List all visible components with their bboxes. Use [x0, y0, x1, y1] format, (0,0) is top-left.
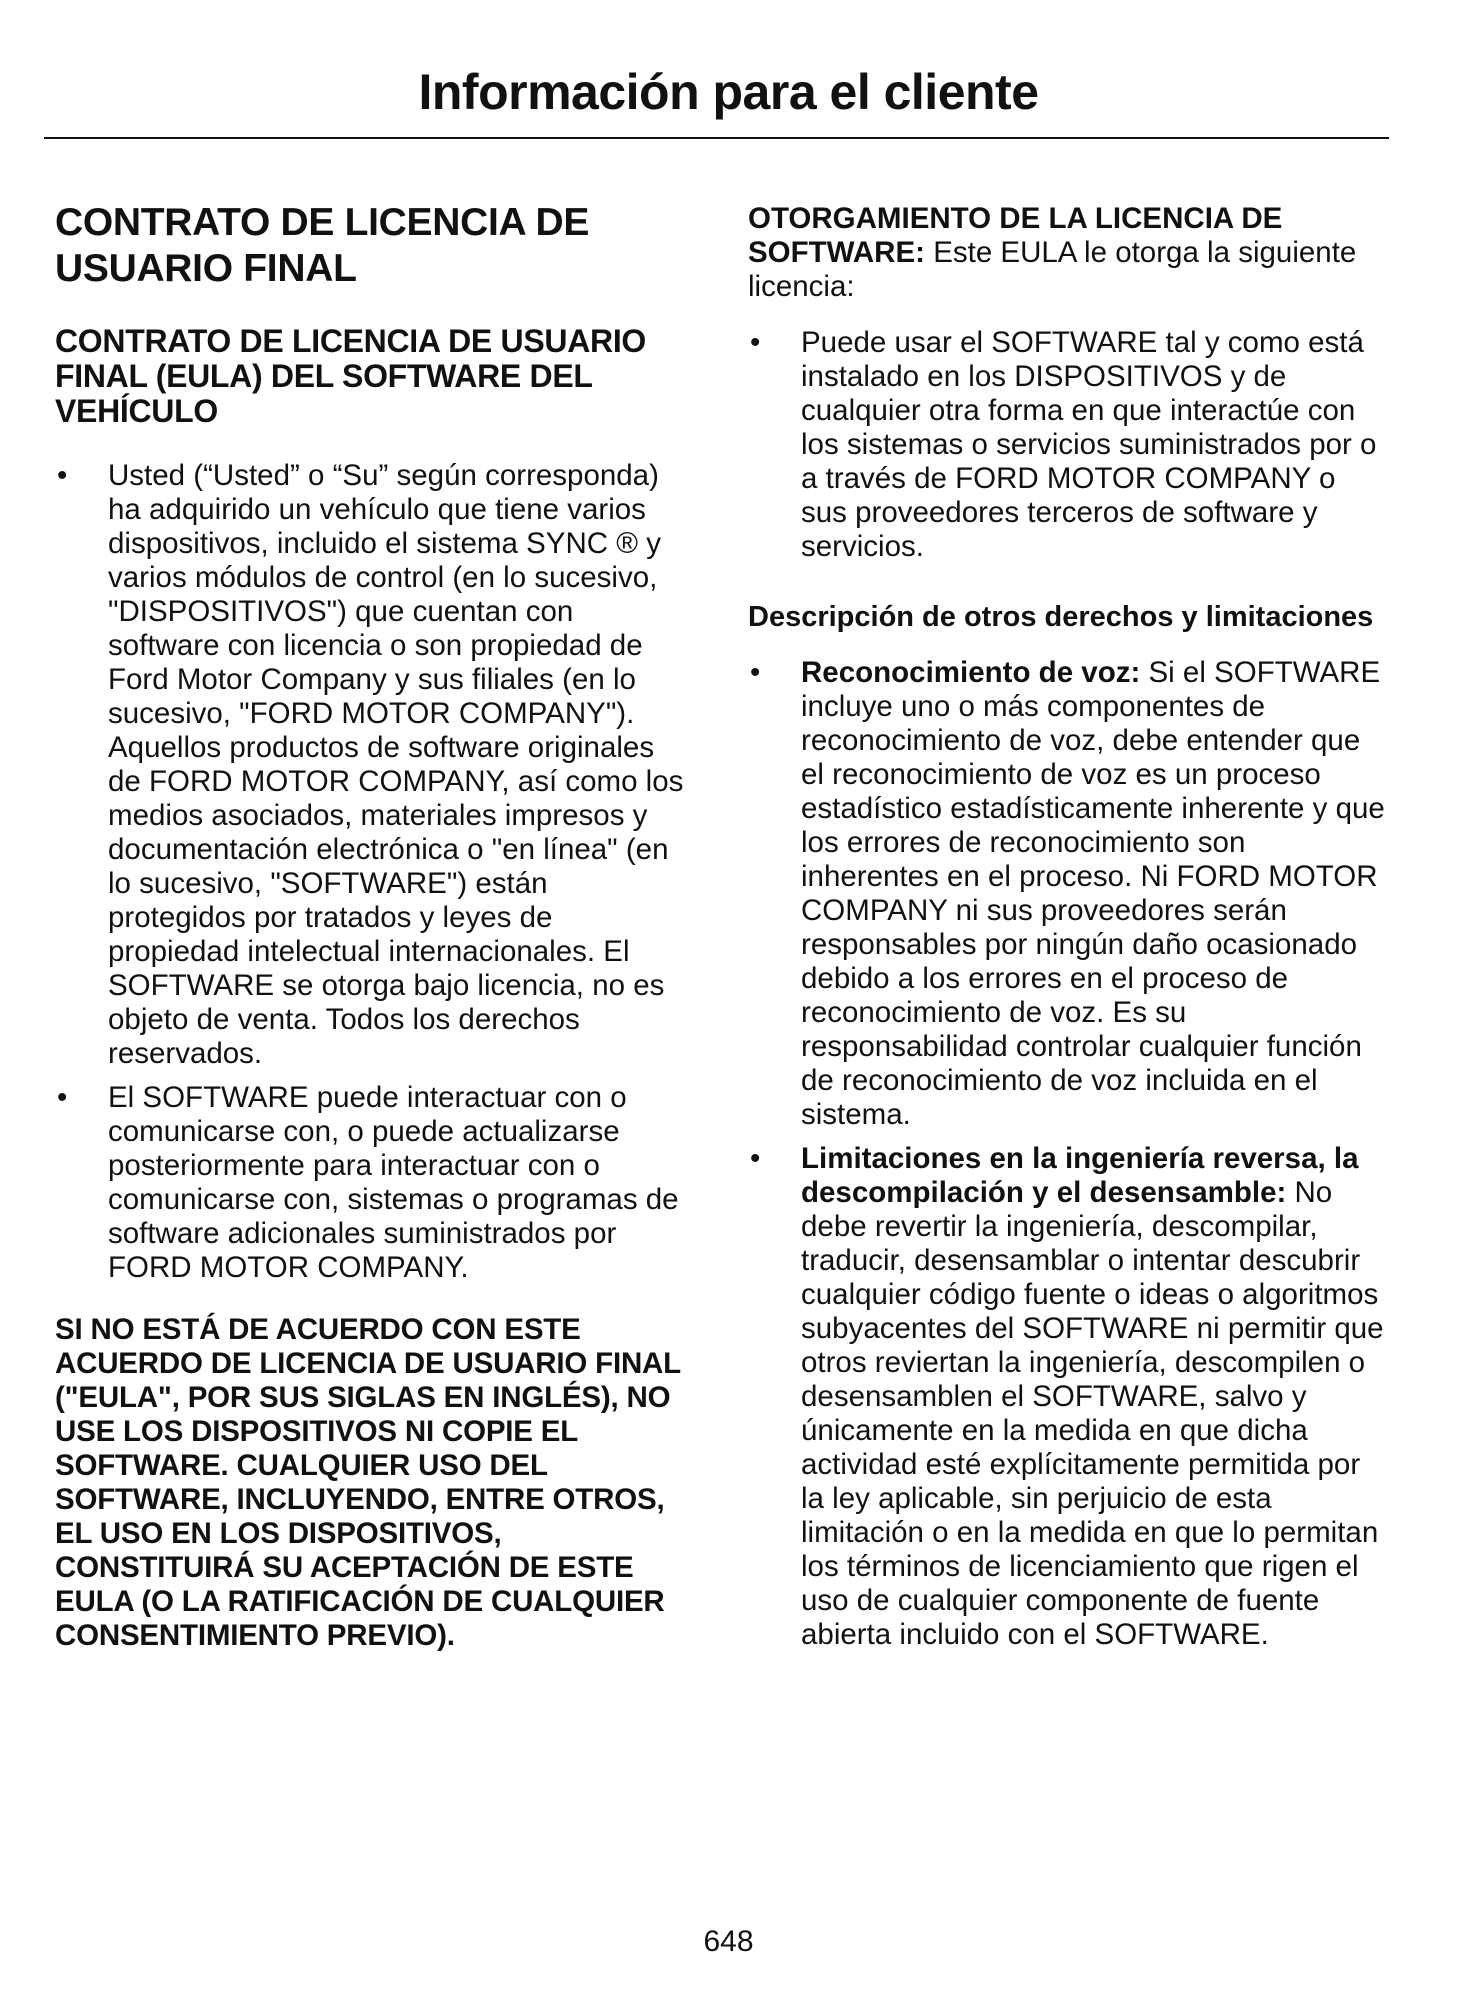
- title-divider: [44, 137, 1389, 139]
- acceptance-warning: SI NO ESTÁ DE ACUERDO CON ESTE ACUERDO DE LICENCIA DE USUARIO FINAL ("EULA", POR SUS SIGLAS EN INGLÉS), NO USE LOS DISPOSITIVOS NI COPIE EL SOFTWARE. CUALQUIER USO DEL SOFTWARE, INCLUYENDO, ENTRE OTROS, EL USO EN LOS DISPOSITIVOS, CONSTITUIRÁ SU ACEPTACIÓN DE ESTE EULA (O LA RATIFICACIÓN DE CUALQUIER CONSENTIMIENTO PREVIO).: [55, 1313, 681, 1652]
- license-grant-list: [748, 326, 1388, 564]
- bullet-marker: •: [750, 656, 761, 689]
- list-item-text: No debe revertir la ingeniería, descompilar, traducir, desensamblar o intentar descubrir cualquier código fuente o ideas o algoritmos subyacentes del SOFTWARE ni permitir que otros reviertan la ingeniería, descompilen o desensamblen el SOFTWARE, salvo y únicamente en la medida en que dicha actividad esté explícitamente permitida por la ley aplicable, sin perjuicio de esta limitación o en la medida en que lo permitan los términos de licenciamiento que rigen el uso de cualquier componente de fuente abierta incluido con el SOFTWARE.: [801, 1176, 1384, 1651]
- list-item: [748, 1142, 1388, 1652]
- rights-heading: Descripción de otros derechos y limitaciones: [748, 601, 1374, 633]
- eula-intro-list: [55, 459, 690, 1285]
- bullet-marker: •: [750, 1142, 761, 1175]
- list-item-lead: Limitaciones en la ingeniería reversa, la descompilación y el desensamble:: [801, 1142, 1359, 1209]
- rights-list: [748, 656, 1388, 1652]
- list-item: [748, 326, 1388, 564]
- list-item: [55, 459, 690, 1071]
- list-item-text: El SOFTWARE puede interactuar con o comunicarse con, o puede actualizarse posteriormente para interactuar con o comunicarse con, sistemas o programas de software adicionales suministrados por FORD MOTOR COMPANY.: [108, 1081, 679, 1284]
- list-item-lead: Reconocimiento de voz:: [801, 656, 1141, 689]
- eula-sub-heading: CONTRATO DE LICENCIA DE USUARIO FINAL (EULA) DEL SOFTWARE DEL VEHÍCULO: [55, 323, 647, 429]
- list-item-text: Usted (“Usted” o “Su” según corresponda) ha adquirido un vehículo que tiene varios dispositivos, incluido el sistema SYNC ® y varios módulos de control (en lo sucesivo, "DISPOSITIVOS") que cuentan con software con licencia o son propiedad de Ford Motor Company y sus filiales (en lo sucesivo, "FORD MOTOR COMPANY"). Aquellos productos de software originales de FORD MOTOR COMPANY, así como los medios asociados, materiales impresos y documentación electrónica o "en línea" (en lo sucesivo, "SOFTWARE") están protegidos por tratados y leyes de propiedad intelectual internacionales. El SOFTWARE se otorga bajo licencia, no es objeto de venta. Todos los derechos reservados.: [108, 459, 684, 1070]
- bullet-marker: •: [57, 1081, 68, 1114]
- license-grant-lead: OTORGAMIENTO DE LA LICENCIA DE SOFTWARE:: [748, 202, 1283, 269]
- eula-main-heading: CONTRATO DE LICENCIA DE USUARIO FINAL: [55, 201, 590, 290]
- list-item: [748, 656, 1388, 1132]
- page-number: 648: [703, 1925, 754, 1958]
- bullet-marker: •: [57, 459, 68, 492]
- right-column: [748, 202, 1388, 1680]
- page-title: Información para el cliente: [418, 64, 1039, 120]
- left-column: [55, 200, 690, 1653]
- license-grant-text: Este EULA le otorga la siguiente licencia:: [748, 236, 1357, 303]
- list-item: [55, 1081, 690, 1285]
- bullet-marker: •: [750, 326, 761, 359]
- list-item-text: Puede usar el SOFTWARE tal y como está instalado en los DISPOSITIVOS y de cualquier otra forma en que interactúe con los sistemas o servicios suministrados por o a través de FORD MOTOR COMPANY o sus proveedores terceros de software y servicios.: [801, 326, 1377, 563]
- license-grant-paragraph: [748, 202, 1388, 304]
- list-item-text: Si el SOFTWARE incluye uno o más componentes de reconocimiento de voz, debe entender que el reconocimiento de voz es un proceso estadístico estadísticamente inherente y que los errores de reconocimiento son inherentes en el proceso. Ni FORD MOTOR COMPANY ni sus proveedores serán responsables por ningún daño ocasionado debido a los errores en el proceso de reconocimiento de voz. Es su responsabilidad controlar cualquier función de reconocimiento de voz incluida en el sistema.: [801, 656, 1385, 1131]
